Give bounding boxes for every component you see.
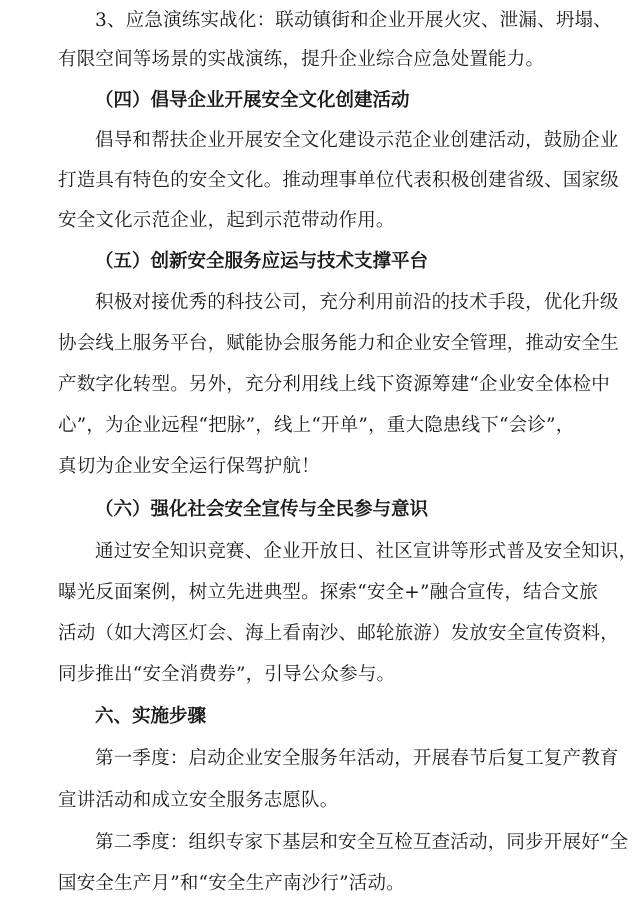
paragraph-line: 活动（如大湾区灯会、海上看南沙、邮轮旅游）发放安全宣传资料，: [58, 623, 620, 644]
subsection-heading: （五）创新安全服务应运与技术支撑平台: [95, 251, 429, 272]
section-heading: 六、实施步骤: [95, 706, 207, 727]
paragraph-line: 真切为企业安全运行保驾护航！: [58, 456, 320, 477]
paragraph-line: 3、应急演练实战化：联动镇街和企业开展火灾、泄漏、坍塌、: [95, 10, 612, 31]
paragraph-line: 曝光反面案例，树立先进典型。探索“安全+”融合宣传，结合文旅: [58, 582, 598, 603]
paragraph-line: 产数字化转型。另外，充分利用线上线下资源筹建“企业安全体检中: [58, 374, 610, 395]
paragraph-line: 第二季度：组织专家下基层和安全互检互查活动，同步开展好“全: [95, 832, 629, 853]
paragraph-line: 积极对接优秀的科技公司，充分利用前沿的技术手段，优化升级: [95, 292, 619, 313]
paragraph-line: 同步推出“安全消费券”，引导公众参与。: [58, 664, 396, 685]
subsection-heading: （四）倡导企业开展安全文化创建活动: [95, 90, 410, 111]
paragraph-line: 心”，为企业远程“把脉”，线上“开单”，重大隐患线下“会诊”，: [58, 415, 575, 436]
paragraph-line: 安全文化示范企业，起到示范带动作用。: [58, 210, 395, 231]
paragraph-line: 协会线上服务平台，赋能协会服务能力和企业安全管理，推动安全生: [58, 333, 620, 354]
paragraph-line: 第一季度：启动企业安全服务年活动，开展春节后复工复产教育: [95, 748, 619, 769]
paragraph-line: 倡导和帮扶企业开展安全文化建设示范企业创建活动，鼓励企业: [95, 130, 619, 151]
paragraph-line: 打造具有特色的安全文化。推动理事单位代表积极创建省级、国家级: [58, 170, 620, 191]
paragraph-line: 国安全生产月”和“安全生产南沙行”活动。: [58, 873, 405, 894]
subsection-heading: （六）强化社会安全宣传与全民参与意识: [95, 499, 429, 520]
paragraph-line: 有限空间等场景的实战演练，提升企业综合应急处置能力。: [58, 49, 545, 70]
paragraph-line: 通过安全知识竞赛、企业开放日、社区宣讲等形式普及安全知识，: [95, 541, 638, 562]
paragraph-line: 宣讲活动和成立安全服务志愿队。: [58, 790, 339, 811]
